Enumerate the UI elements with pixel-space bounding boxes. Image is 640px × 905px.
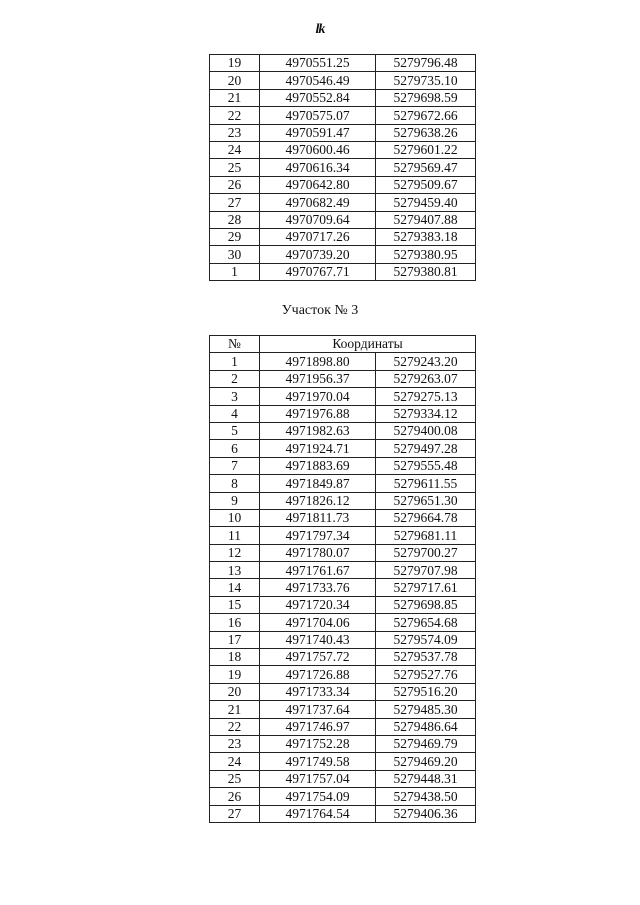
- coordinate-x: 4971761.67: [260, 562, 376, 579]
- coordinate-y: 5279380.81: [376, 263, 476, 280]
- table-row: [210, 405, 476, 422]
- coordinate-x: 4971720.34: [260, 596, 376, 613]
- point-number: 27: [210, 805, 260, 822]
- point-number: 23: [210, 735, 260, 752]
- coordinate-x: 4971726.88: [260, 666, 376, 683]
- coordinate-y: 5279407.88: [376, 211, 476, 228]
- point-number: 25: [210, 159, 260, 176]
- point-number: 28: [210, 211, 260, 228]
- coordinate-x: 4971780.07: [260, 544, 376, 561]
- coordinate-x: 4971752.28: [260, 735, 376, 752]
- point-number: 29: [210, 228, 260, 245]
- coordinate-x: 4971757.72: [260, 649, 376, 666]
- coordinate-x: 4971764.54: [260, 805, 376, 822]
- coordinate-y: 5279717.61: [376, 579, 476, 596]
- point-number: 19: [210, 666, 260, 683]
- coordinate-y: 5279383.18: [376, 228, 476, 245]
- point-number: 14: [210, 579, 260, 596]
- point-number: 8: [210, 475, 260, 492]
- point-number: 21: [210, 89, 260, 106]
- point-number: 1: [210, 263, 260, 280]
- coordinate-x: 4970591.47: [260, 124, 376, 141]
- point-number: 2: [210, 370, 260, 387]
- point-number: 17: [210, 631, 260, 648]
- coordinate-x: 4971826.12: [260, 492, 376, 509]
- coordinate-y: 5279469.20: [376, 753, 476, 770]
- point-number: 24: [210, 753, 260, 770]
- coordinate-x: 4971797.34: [260, 527, 376, 544]
- coordinate-y: 5279486.64: [376, 718, 476, 735]
- table-row: [210, 263, 476, 280]
- point-number: 25: [210, 770, 260, 787]
- coordinate-x: 4971737.64: [260, 701, 376, 718]
- table-row: [210, 666, 476, 683]
- coordinate-y: 5279707.98: [376, 562, 476, 579]
- coordinate-x: 4971733.76: [260, 579, 376, 596]
- table-row: [210, 788, 476, 805]
- table-row: [210, 176, 476, 193]
- coordinate-y: 5279334.12: [376, 405, 476, 422]
- coordinate-x: 4971811.73: [260, 509, 376, 526]
- coordinate-y: 5279263.07: [376, 370, 476, 387]
- table-row: [210, 475, 476, 492]
- table-row: [210, 718, 476, 735]
- coordinate-y: 5279469.79: [376, 735, 476, 752]
- point-number: 24: [210, 141, 260, 158]
- coordinate-x: 4971740.43: [260, 631, 376, 648]
- table-row: [210, 596, 476, 613]
- coordinate-y: 5279796.48: [376, 55, 476, 72]
- header-number: №: [210, 336, 260, 353]
- table-row: [210, 194, 476, 211]
- table-row: [210, 211, 476, 228]
- table-row: [210, 701, 476, 718]
- coordinate-y: 5279509.67: [376, 176, 476, 193]
- table-row: [210, 579, 476, 596]
- coordinate-x: 4970575.07: [260, 107, 376, 124]
- point-number: 12: [210, 544, 260, 561]
- coordinate-x: 4971754.09: [260, 788, 376, 805]
- coordinate-y: 5279497.28: [376, 440, 476, 457]
- point-number: 6: [210, 440, 260, 457]
- coordinate-y: 5279555.48: [376, 457, 476, 474]
- coordinate-x: 4970552.84: [260, 89, 376, 106]
- coordinate-x: 4970709.64: [260, 211, 376, 228]
- coordinate-x: 4970600.46: [260, 141, 376, 158]
- table-row: [210, 370, 476, 387]
- coordinate-y: 5279243.20: [376, 353, 476, 370]
- table-row: [210, 805, 476, 822]
- table-row: [210, 527, 476, 544]
- table-row: [210, 649, 476, 666]
- point-number: 9: [210, 492, 260, 509]
- table-row: [210, 509, 476, 526]
- point-number: 26: [210, 788, 260, 805]
- point-number: 18: [210, 649, 260, 666]
- table-row: [210, 141, 476, 158]
- table-row: [210, 124, 476, 141]
- coordinate-x: 4971970.04: [260, 388, 376, 405]
- table-row: [210, 492, 476, 509]
- table-row: [210, 422, 476, 439]
- point-number: 21: [210, 701, 260, 718]
- point-number: 5: [210, 422, 260, 439]
- coordinate-x: 4970616.34: [260, 159, 376, 176]
- point-number: 11: [210, 527, 260, 544]
- table-row: [210, 735, 476, 752]
- coordinates-table-continued: [209, 54, 476, 281]
- coordinate-x: 4970682.49: [260, 194, 376, 211]
- table-header-row: [210, 336, 476, 353]
- coordinate-x: 4971956.37: [260, 370, 376, 387]
- table-row: [210, 631, 476, 648]
- coordinate-y: 5279569.47: [376, 159, 476, 176]
- coordinate-x: 4971924.71: [260, 440, 376, 457]
- coordinate-x: 4971749.58: [260, 753, 376, 770]
- coordinate-x: 4971883.69: [260, 457, 376, 474]
- coordinate-x: 4970767.71: [260, 263, 376, 280]
- coordinate-x: 4971733.34: [260, 683, 376, 700]
- header-coordinates: Координаты: [260, 336, 476, 353]
- table-row: [210, 55, 476, 72]
- coordinate-x: 4971982.63: [260, 422, 376, 439]
- coordinate-y: 5279406.36: [376, 805, 476, 822]
- coordinate-y: 5279516.20: [376, 683, 476, 700]
- table-row: [210, 388, 476, 405]
- point-number: 26: [210, 176, 260, 193]
- point-number: 1: [210, 353, 260, 370]
- point-number: 22: [210, 718, 260, 735]
- coordinate-y: 5279611.55: [376, 475, 476, 492]
- table-row: [210, 753, 476, 770]
- table-row: [210, 353, 476, 370]
- table-row: [210, 89, 476, 106]
- coordinate-y: 5279400.08: [376, 422, 476, 439]
- table-row: [210, 562, 476, 579]
- coordinate-x: 4971976.88: [260, 405, 376, 422]
- table-row: [210, 614, 476, 631]
- coordinate-x: 4970739.20: [260, 246, 376, 263]
- table-row: [210, 228, 476, 245]
- coordinate-y: 5279654.68: [376, 614, 476, 631]
- coordinate-y: 5279275.13: [376, 388, 476, 405]
- coordinate-y: 5279459.40: [376, 194, 476, 211]
- coordinate-x: 4970642.80: [260, 176, 376, 193]
- point-number: 20: [210, 683, 260, 700]
- coordinate-x: 4970546.49: [260, 72, 376, 89]
- point-number: 10: [210, 509, 260, 526]
- coordinates-table-body: [210, 353, 476, 823]
- table-row: [210, 683, 476, 700]
- table-row: [210, 72, 476, 89]
- coordinates-table-body: [210, 55, 476, 281]
- coordinate-y: 5279735.10: [376, 72, 476, 89]
- coordinate-y: 5279380.95: [376, 246, 476, 263]
- coordinate-x: 4971849.87: [260, 475, 376, 492]
- point-number: 7: [210, 457, 260, 474]
- point-number: 4: [210, 405, 260, 422]
- coordinate-y: 5279700.27: [376, 544, 476, 561]
- section-title: Участок № 3: [281, 303, 359, 318]
- coordinate-y: 5279448.31: [376, 770, 476, 787]
- table-row: [210, 107, 476, 124]
- coordinate-y: 5279527.76: [376, 666, 476, 683]
- coordinate-y: 5279485.30: [376, 701, 476, 718]
- coordinate-y: 5279698.85: [376, 596, 476, 613]
- coordinate-y: 5279601.22: [376, 141, 476, 158]
- table-row: [210, 246, 476, 263]
- table-row: [210, 440, 476, 457]
- point-number: 20: [210, 72, 260, 89]
- coordinate-y: 5279537.78: [376, 649, 476, 666]
- table-row: [210, 159, 476, 176]
- point-number: 16: [210, 614, 260, 631]
- point-number: 27: [210, 194, 260, 211]
- table-row: [210, 544, 476, 561]
- coordinate-x: 4971704.06: [260, 614, 376, 631]
- point-number: 30: [210, 246, 260, 263]
- coordinate-y: 5279438.50: [376, 788, 476, 805]
- coordinate-x: 4970551.25: [260, 55, 376, 72]
- point-number: 15: [210, 596, 260, 613]
- coordinate-y: 5279651.30: [376, 492, 476, 509]
- coordinate-y: 5279664.78: [376, 509, 476, 526]
- coordinates-table-section-3: [209, 335, 476, 823]
- point-number: 13: [210, 562, 260, 579]
- table-row: [210, 770, 476, 787]
- coordinate-x: 4971757.04: [260, 770, 376, 787]
- coordinate-x: 4970717.26: [260, 228, 376, 245]
- point-number: 22: [210, 107, 260, 124]
- point-number: 23: [210, 124, 260, 141]
- page-number: lk: [315, 22, 325, 37]
- coordinate-y: 5279681.11: [376, 527, 476, 544]
- coordinate-y: 5279698.59: [376, 89, 476, 106]
- coordinate-y: 5279672.66: [376, 107, 476, 124]
- coordinate-x: 4971898.80: [260, 353, 376, 370]
- table-row: [210, 457, 476, 474]
- coordinate-y: 5279574.09: [376, 631, 476, 648]
- point-number: 19: [210, 55, 260, 72]
- coordinate-x: 4971746.97: [260, 718, 376, 735]
- point-number: 3: [210, 388, 260, 405]
- coordinate-y: 5279638.26: [376, 124, 476, 141]
